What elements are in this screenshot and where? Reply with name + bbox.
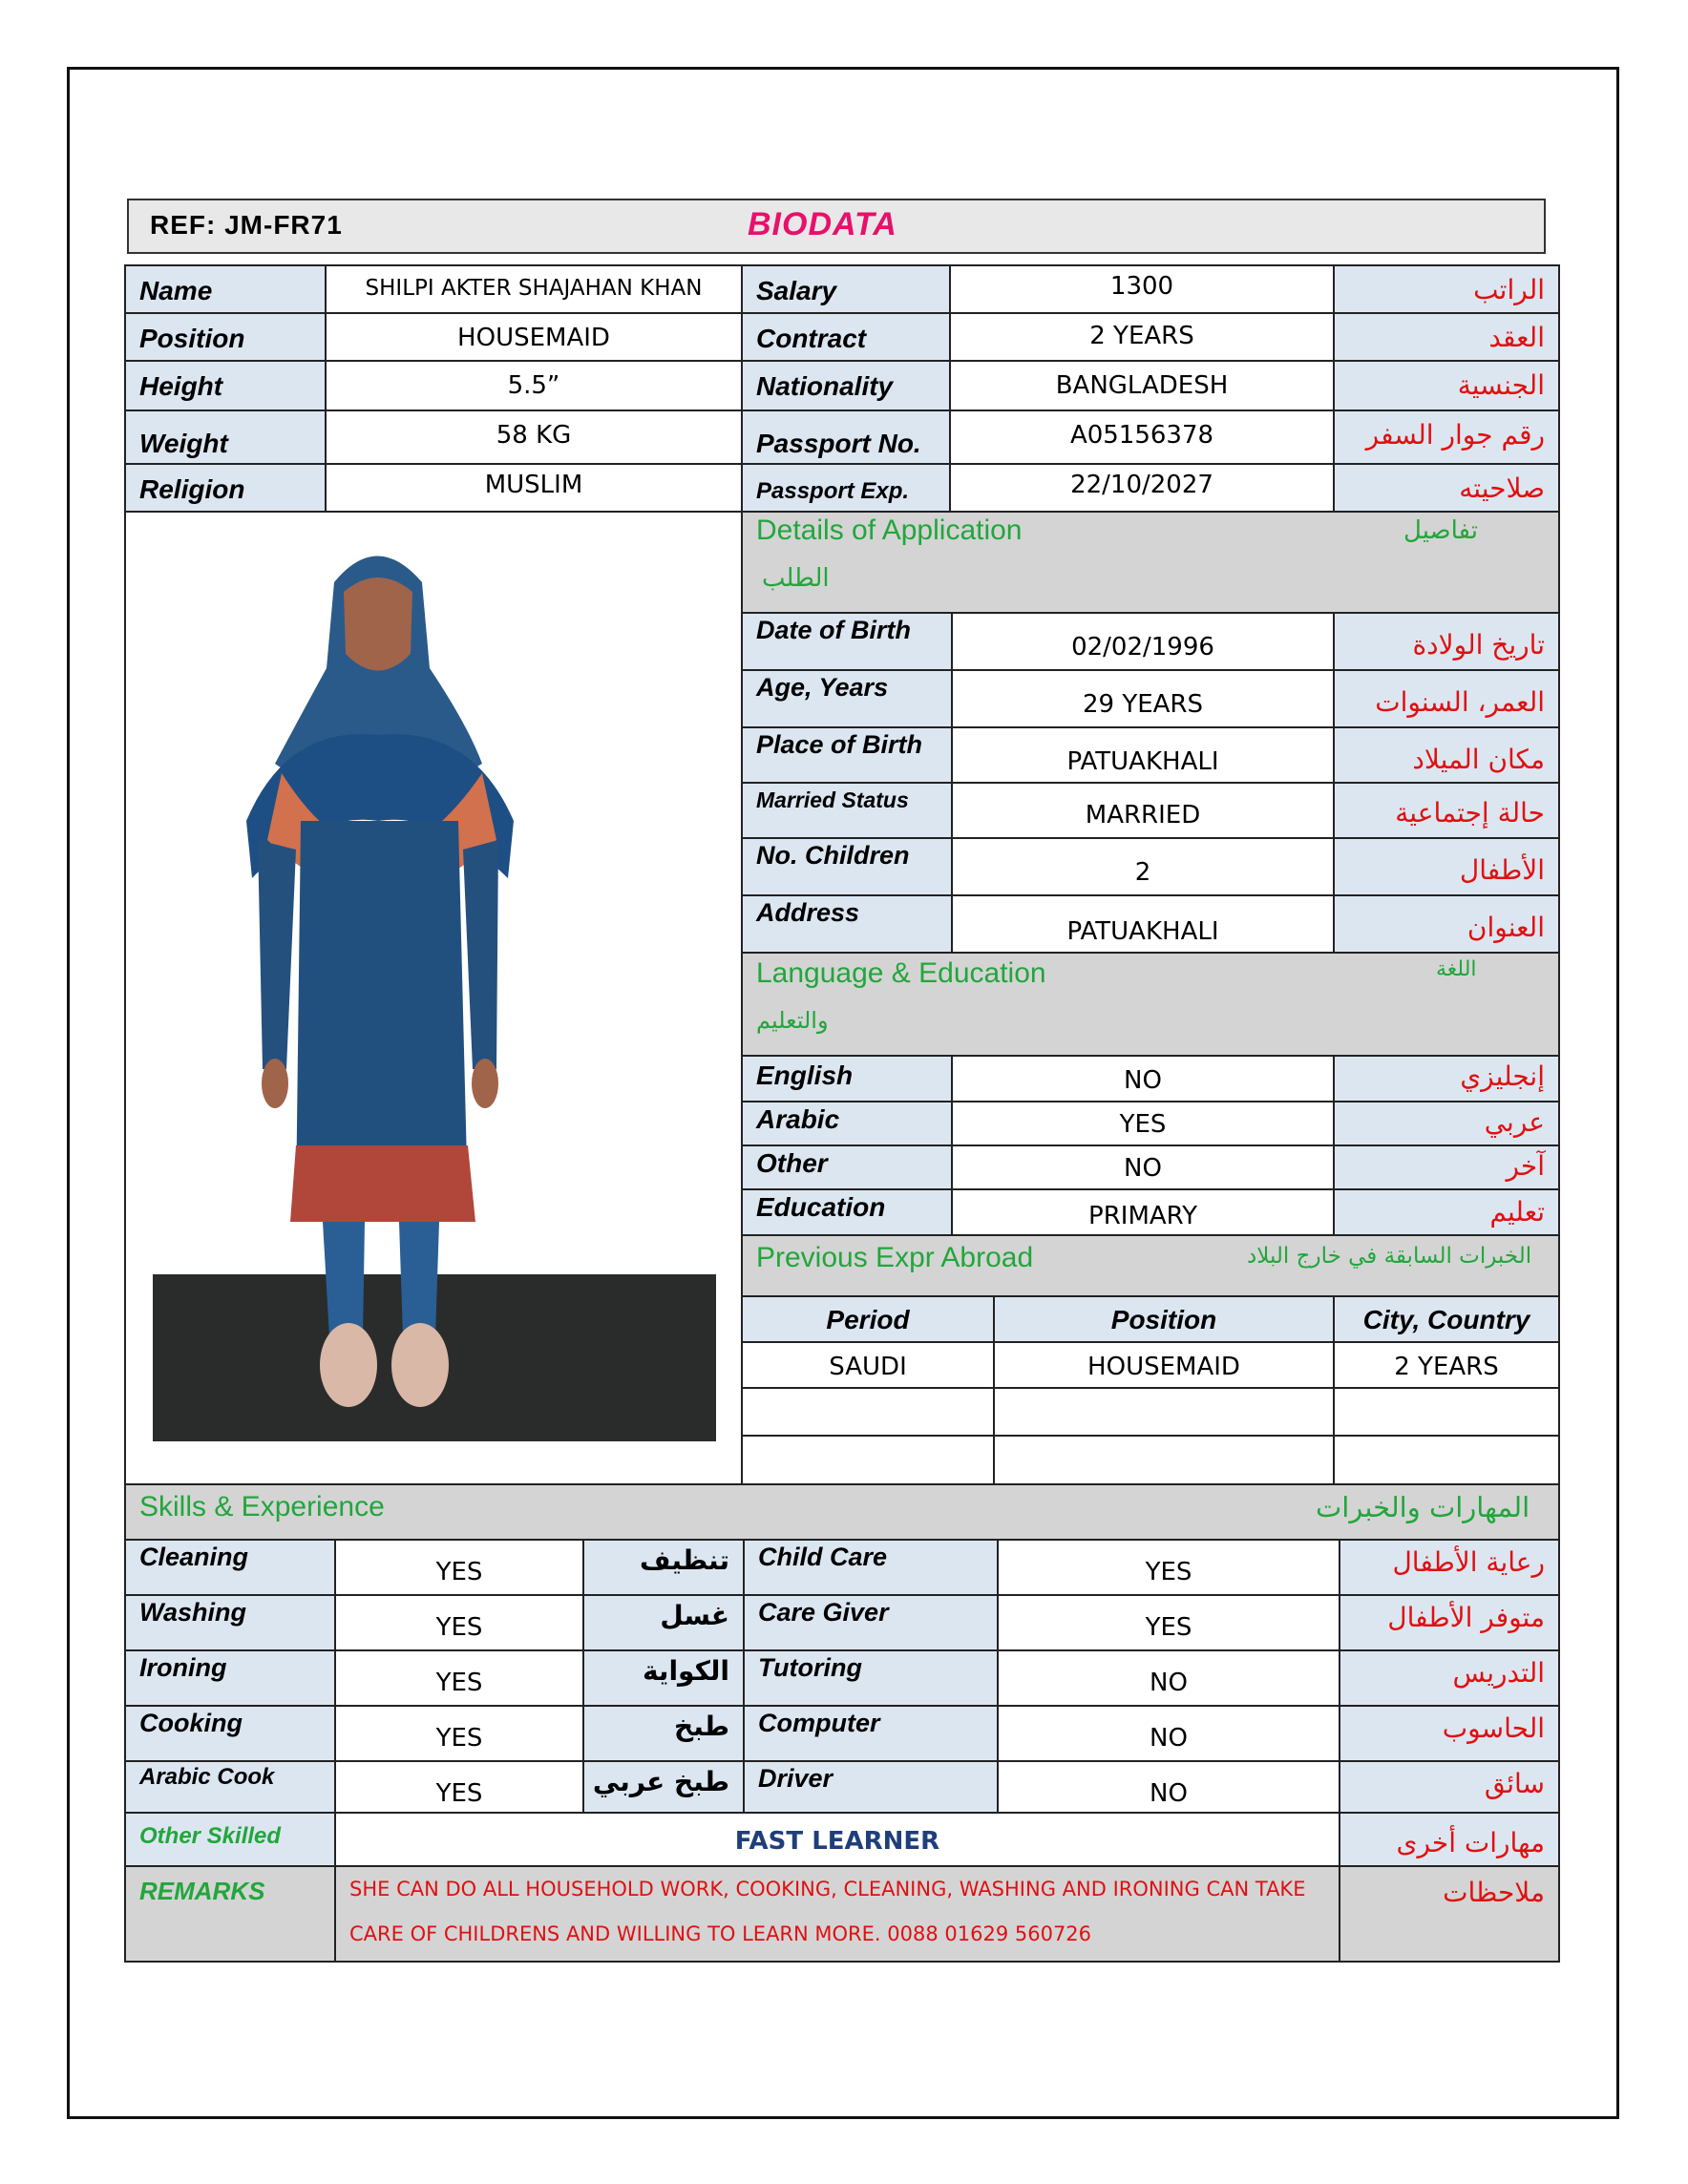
- exp-row-2-city: [1333, 1387, 1560, 1437]
- nationality-value: BANGLADESH: [949, 360, 1335, 411]
- skill-left-label: Cooking: [124, 1705, 336, 1762]
- exp-row-3-city: [1333, 1435, 1560, 1485]
- exp-row-1-period: SAUDI: [741, 1341, 995, 1389]
- passport-no-ar: رقم جوار السفر: [1333, 410, 1560, 465]
- skill-right-value: NO: [997, 1649, 1340, 1707]
- english-value: NO: [951, 1055, 1335, 1102]
- skill-left-label: Ironing: [124, 1649, 336, 1707]
- arabic-label: Arabic: [741, 1101, 953, 1146]
- language-section-header: [741, 952, 1560, 1057]
- exp-header-position: Position: [993, 1295, 1335, 1343]
- skill-left-label: Washing: [124, 1594, 336, 1651]
- exp-header-period: Period: [741, 1295, 995, 1343]
- position-label: Position: [124, 312, 327, 362]
- address-ar: العنوان: [1333, 894, 1560, 954]
- passport-exp-ar: صلاحيته: [1333, 463, 1560, 513]
- other-lang-ar: آخر: [1333, 1144, 1560, 1190]
- name-value: SHILPI AKTER SHAJAHAN KHAN: [325, 264, 743, 314]
- skill-left-ar: تنظيف: [582, 1539, 745, 1596]
- height-label: Height: [124, 360, 327, 411]
- exp-row-1-city: 2 YEARS: [1333, 1341, 1560, 1389]
- remarks-line-1: SHE CAN DO ALL HOUSEHOLD WORK, COOKING, CLEANING, WASHING AND IRONING CAN TAKE: [349, 1878, 1306, 1900]
- age-ar: العمر، السنوات: [1333, 669, 1560, 728]
- skill-left-ar: غسل: [582, 1594, 745, 1651]
- children-label: No. Children: [741, 837, 953, 896]
- married-label: Married Status: [741, 782, 953, 839]
- document-title: BIODATA: [748, 206, 897, 242]
- skill-right-ar: رعاية الأطفال: [1339, 1539, 1560, 1596]
- skill-left-ar: الكواية: [582, 1649, 745, 1707]
- passport-exp-value: 22/10/2027: [949, 463, 1335, 513]
- candidate-photo: [153, 535, 716, 1441]
- exp-row-1-position: HOUSEMAID: [993, 1341, 1335, 1389]
- married-value: MARRIED: [951, 782, 1335, 839]
- address-value: PATUAKHALI: [951, 894, 1335, 954]
- nationality-label: Nationality: [741, 360, 951, 411]
- exp-row-2-period: [741, 1387, 995, 1437]
- skill-right-value: NO: [997, 1760, 1340, 1814]
- skill-left-value: YES: [334, 1539, 584, 1596]
- skill-right-value: YES: [997, 1539, 1340, 1596]
- exp-row-3-position: [993, 1435, 1335, 1485]
- contract-ar: العقد: [1333, 312, 1560, 362]
- application-section-header: [741, 511, 1560, 614]
- salary-ar: الراتب: [1333, 264, 1560, 314]
- contract-value: 2 YEARS: [949, 312, 1335, 362]
- skill-right-value: NO: [997, 1705, 1340, 1762]
- education-ar: تعليم: [1333, 1188, 1560, 1236]
- age-label: Age, Years: [741, 669, 953, 728]
- passport-exp-label: Passport Exp.: [741, 463, 951, 513]
- salary-value: 1300: [949, 264, 1335, 314]
- skill-right-ar: متوفر الأطفال: [1339, 1594, 1560, 1651]
- experience-section-header: [741, 1234, 1560, 1297]
- skill-left-label: Arabic Cook: [124, 1760, 336, 1814]
- arabic-ar: عربي: [1333, 1101, 1560, 1146]
- dob-label: Date of Birth: [741, 612, 953, 671]
- arabic-value: YES: [951, 1101, 1335, 1146]
- weight-value: 58 KG: [325, 410, 743, 465]
- skill-right-label: Driver: [743, 1760, 999, 1814]
- skill-right-label: Care Giver: [743, 1594, 999, 1651]
- passport-no-value: A05156378: [949, 410, 1335, 465]
- other-lang-label: Other: [741, 1144, 953, 1190]
- address-label: Address: [741, 894, 953, 954]
- remarks-ar: ملاحظات: [1339, 1865, 1560, 1963]
- skill-right-ar: سائق: [1339, 1760, 1560, 1814]
- skill-right-label: Computer: [743, 1705, 999, 1762]
- skill-right-ar: التدريس: [1339, 1649, 1560, 1707]
- other-skilled-label: Other Skilled: [124, 1812, 336, 1867]
- application-title: Details of Application: [756, 514, 1023, 546]
- age-value: 29 YEARS: [951, 669, 1335, 728]
- children-ar: الأطفال: [1333, 837, 1560, 896]
- dob-ar: تاريخ الولادة: [1333, 612, 1560, 671]
- nationality-ar: الجنسية: [1333, 360, 1560, 411]
- skill-left-value: YES: [334, 1760, 584, 1814]
- skill-right-label: Child Care: [743, 1539, 999, 1596]
- remarks-line-2: CARE OF CHILDRENS AND WILLING TO LEARN MORE. 0088 01629 560726: [349, 1922, 1092, 1945]
- height-value: 5.5”: [325, 360, 743, 411]
- education-label: Education: [741, 1188, 953, 1236]
- experience-title: Previous Expr Abroad: [756, 1242, 1034, 1273]
- english-label: English: [741, 1055, 953, 1102]
- weight-label: Weight: [124, 410, 327, 465]
- language-title: Language & Education: [756, 957, 1046, 989]
- name-label: Name: [124, 264, 327, 314]
- language-title-ar-1: اللغة: [1436, 957, 1477, 981]
- ref-number: REF: JM-FR71: [150, 210, 343, 240]
- remarks-label: REMARKS: [124, 1865, 336, 1963]
- skill-left-value: YES: [334, 1705, 584, 1762]
- skill-right-label: Tutoring: [743, 1649, 999, 1707]
- skill-right-value: YES: [997, 1594, 1340, 1651]
- skill-left-value: YES: [334, 1649, 584, 1707]
- experience-title-ar: الخبرات السابقة في خارج البلاد: [1247, 1244, 1532, 1269]
- exp-header-city: City, Country: [1333, 1295, 1560, 1343]
- exp-row-3-period: [741, 1435, 995, 1485]
- position-value: HOUSEMAID: [325, 312, 743, 362]
- religion-value: MUSLIM: [325, 463, 743, 513]
- contract-label: Contract: [741, 312, 951, 362]
- skills-title-ar: المهارات والخبرات: [1316, 1491, 1530, 1523]
- other-skilled-value: FAST LEARNER: [334, 1812, 1340, 1867]
- skill-left-label: Cleaning: [124, 1539, 336, 1596]
- other-skilled-ar: مهارات أخرى: [1339, 1812, 1560, 1867]
- pob-value: PATUAKHALI: [951, 726, 1335, 784]
- religion-label: Religion: [124, 463, 327, 513]
- ref-bar: [127, 199, 1546, 254]
- skill-left-value: YES: [334, 1594, 584, 1651]
- skills-section-header: [124, 1483, 1560, 1541]
- language-title-ar-2: والتعليم: [756, 1007, 829, 1034]
- education-value: PRIMARY: [951, 1188, 1335, 1236]
- dob-value: 02/02/1996: [951, 612, 1335, 671]
- english-ar: إنجليزي: [1333, 1055, 1560, 1102]
- pob-ar: مكان الميلاد: [1333, 726, 1560, 784]
- other-lang-value: NO: [951, 1144, 1335, 1190]
- remarks-text: [334, 1865, 1340, 1963]
- skill-left-ar: طبخ: [582, 1705, 745, 1762]
- skills-title: Skills & Experience: [139, 1491, 385, 1522]
- salary-label: Salary: [741, 264, 951, 314]
- passport-no-label: Passport No.: [741, 410, 951, 465]
- skill-left-ar: طبخ عربي: [582, 1760, 745, 1814]
- application-title-ar-2: الطلب: [762, 564, 830, 593]
- children-value: 2: [951, 837, 1335, 896]
- skill-right-ar: الحاسوب: [1339, 1705, 1560, 1762]
- married-ar: حالة إجتماعية: [1333, 782, 1560, 839]
- pob-label: Place of Birth: [741, 726, 953, 784]
- application-title-ar-1: تفاصيل: [1403, 516, 1478, 545]
- exp-row-2-position: [993, 1387, 1335, 1437]
